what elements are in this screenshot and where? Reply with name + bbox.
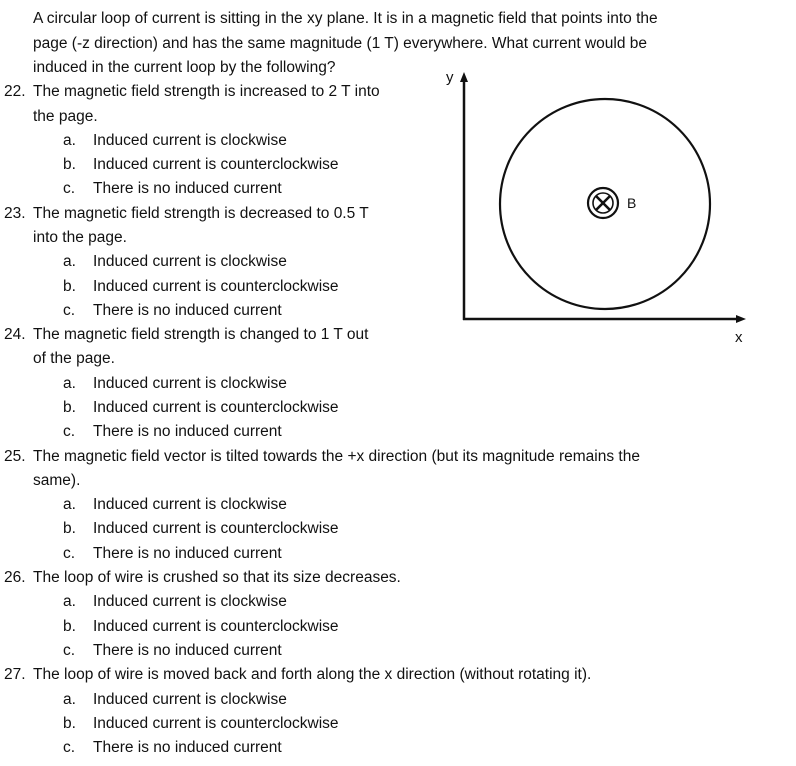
option-text: Induced current is clockwise	[93, 691, 287, 708]
question-text-line-2: same).	[33, 472, 81, 489]
option-text: There is no induced current	[93, 180, 282, 197]
option-text: Induced current is counterclockwise	[93, 156, 339, 173]
x-axis-arrowhead	[736, 315, 746, 323]
question-text-line-2: of the page.	[33, 350, 115, 367]
option-letter: c.	[63, 739, 76, 756]
question-text-line-1: The magnetic field strength is decreased to 0.5 T	[33, 205, 369, 222]
question-number: 23.	[4, 205, 26, 222]
option-letter: a.	[63, 691, 76, 708]
option-text: There is no induced current	[93, 545, 282, 562]
option-letter: b.	[63, 156, 76, 173]
option-text: Induced current is clockwise	[93, 253, 287, 270]
into-page-x-icon	[588, 188, 618, 218]
intro-line-1: A circular loop of current is sitting in the xy plane. It is in a magnetic field that points into the	[33, 10, 658, 27]
option-letter: b.	[63, 715, 76, 732]
question-text-line-1: The magnetic field strength is changed to 1 T out	[33, 326, 369, 343]
option-text: Induced current is counterclockwise	[93, 520, 339, 537]
y-axis-arrowhead	[460, 72, 468, 82]
option-letter: a.	[63, 253, 76, 270]
question-text-line-1: The magnetic field vector is tilted towards the +x direction (but its magnitude remains the	[33, 448, 640, 465]
option-text: Induced current is clockwise	[93, 375, 287, 392]
option-letter: a.	[63, 593, 76, 610]
question-number: 24.	[4, 326, 26, 343]
loop-diagram	[440, 60, 760, 350]
question-text-line-2: into the page.	[33, 229, 127, 246]
option-letter: c.	[63, 545, 76, 562]
question-text-line-1: The loop of wire is crushed so that its size decreases.	[33, 569, 401, 586]
question-number: 26.	[4, 569, 26, 586]
question-text-line-1: The magnetic field strength is increased to 2 T into	[33, 83, 380, 100]
question-text-line-1: The loop of wire is moved back and forth along the x direction (without rotating it).	[33, 666, 592, 683]
option-text: Induced current is counterclockwise	[93, 618, 339, 635]
intro-line-2: page (-z direction) and has the same magnitude (1 T) everywhere. What current would be	[33, 35, 647, 52]
y-axis-label: y	[446, 69, 454, 86]
option-text: Induced current is clockwise	[93, 496, 287, 513]
option-letter: a.	[63, 132, 76, 149]
option-letter: b.	[63, 278, 76, 295]
option-text: There is no induced current	[93, 642, 282, 659]
option-text: There is no induced current	[93, 739, 282, 756]
intro-line-3: induced in the current loop by the following?	[33, 59, 336, 76]
option-letter: b.	[63, 399, 76, 416]
question-number: 25.	[4, 448, 26, 465]
option-letter: c.	[63, 302, 76, 319]
option-letter: b.	[63, 618, 76, 635]
option-letter: a.	[63, 496, 76, 513]
field-label: B	[627, 195, 637, 211]
option-text: Induced current is counterclockwise	[93, 715, 339, 732]
option-text: There is no induced current	[93, 423, 282, 440]
question-number: 27.	[4, 666, 26, 683]
option-letter: c.	[63, 642, 76, 659]
option-text: Induced current is clockwise	[93, 132, 287, 149]
option-text: Induced current is counterclockwise	[93, 278, 339, 295]
option-letter: b.	[63, 520, 76, 537]
question-text-line-2: the page.	[33, 108, 98, 125]
option-letter: a.	[63, 375, 76, 392]
option-text: Induced current is clockwise	[93, 593, 287, 610]
option-text: Induced current is counterclockwise	[93, 399, 339, 416]
question-number: 22.	[4, 83, 26, 100]
option-text: There is no induced current	[93, 302, 282, 319]
option-letter: c.	[63, 180, 76, 197]
option-letter: c.	[63, 423, 76, 440]
x-axis-label: x	[735, 329, 743, 346]
